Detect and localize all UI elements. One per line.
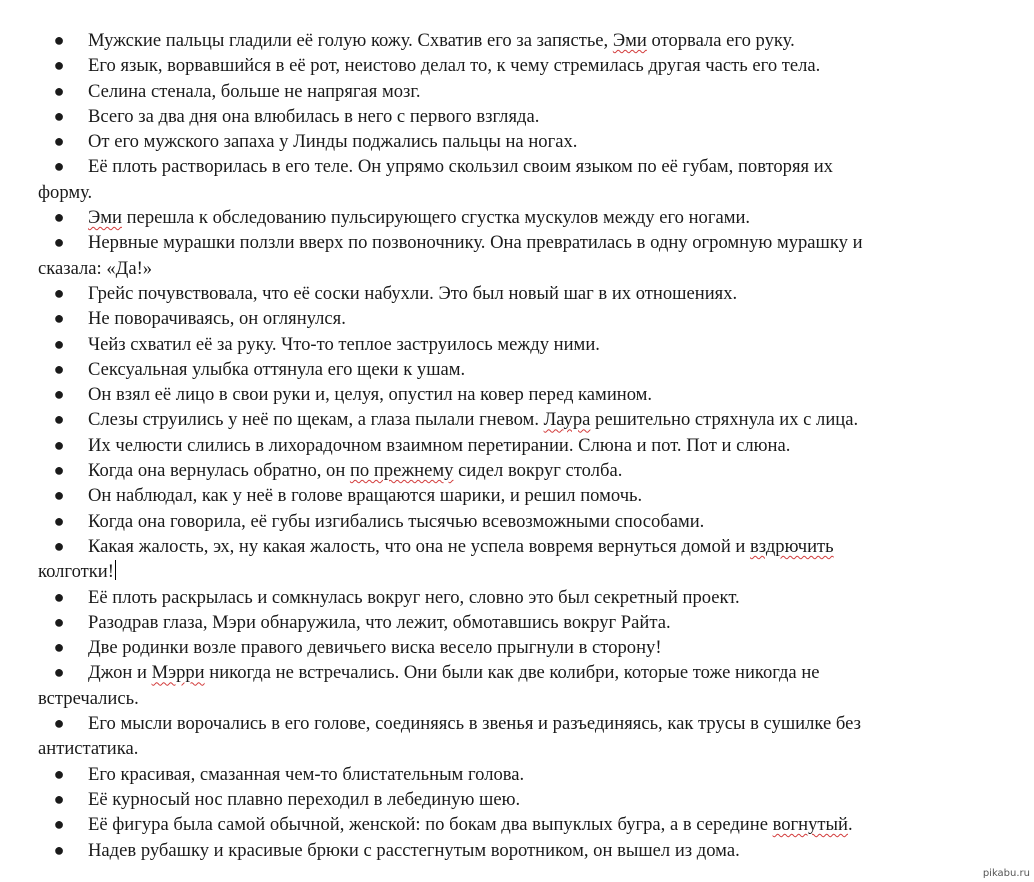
list-item (0, 281, 1034, 306)
bullet-icon: ● (53, 333, 65, 354)
list-item-text (88, 131, 577, 152)
text-segment: Её плоть растворилась в его теле. Он упрямо скользил своим языком по её губам, повторяя их (88, 156, 833, 178)
bullet-icon: ● (53, 788, 65, 809)
text-segment: никогда не встречались. Они были как две колибри, которые тоже никогда не (204, 662, 820, 684)
text-segment: сидел вокруг столба. (453, 460, 623, 482)
continuation-text: форму. (38, 181, 93, 203)
list-item-text (88, 485, 642, 506)
list-item (0, 534, 1034, 585)
text-segment: Сексуальная улыбка оттянула его щеки к ушам. (88, 358, 466, 380)
list-item-continuation (38, 736, 987, 761)
bullet-icon: ● (53, 713, 65, 734)
list-item-text (88, 536, 834, 557)
text-segment: Слезы струились у неё по щекам, а глаза пылали гневом. (88, 409, 544, 431)
document-body (0, 28, 1034, 863)
list-item-text (88, 81, 421, 102)
spellcheck-flagged-word: по прежнему (349, 460, 454, 482)
list-item-text (88, 764, 524, 785)
list-item (0, 205, 1034, 230)
list-item (0, 610, 1034, 635)
watermark: pikabu.ru (982, 868, 1030, 879)
list-item-continuation (38, 686, 987, 711)
spellcheck-flagged-word: Лаура (543, 409, 591, 431)
bullet-icon: ● (53, 763, 65, 784)
text-segment: Селина стенала, больше не напрягая мозг. (88, 80, 421, 102)
list-item-text (88, 637, 662, 658)
list-item-text (88, 384, 652, 405)
text-segment: Их челюсти слились в лихорадочном взаимном перетирании. Слюна и пот. Пот и слюна. (88, 434, 791, 456)
list-item (0, 433, 1034, 458)
bullet-icon: ● (53, 131, 65, 152)
list-item-text (88, 511, 704, 532)
list-item-text (88, 460, 622, 481)
list-item (0, 332, 1034, 357)
bullet-icon: ● (53, 232, 65, 253)
list-item (0, 635, 1034, 660)
text-segment: Какая жалость, эх, ну какая жалость, что она не успела вовремя вернуться домой и (88, 535, 751, 557)
list-item-continuation (38, 559, 987, 584)
spellcheck-flagged-word: Эми (612, 30, 647, 51)
list-item (0, 838, 1034, 863)
continuation-text: встречались. (38, 687, 139, 709)
list-item-text (88, 283, 737, 304)
list-item-text (88, 840, 740, 861)
list-item (0, 306, 1034, 331)
text-segment: Её плоть раскрылась и сомкнулась вокруг него, словно это был секретный проект. (88, 586, 740, 608)
list-item (0, 357, 1034, 382)
spellcheck-flagged-word: Эми (88, 207, 122, 229)
bullet-icon: ● (53, 535, 65, 556)
bullet-icon: ● (53, 384, 65, 405)
list-item-text (88, 814, 853, 835)
bullet-icon: ● (53, 611, 65, 632)
continuation-text: колготки! (38, 561, 114, 583)
list-item (0, 154, 1034, 205)
list-item-text (88, 662, 820, 683)
spellcheck-flagged-word: вогнутый (772, 814, 849, 836)
list-item-text (88, 156, 833, 177)
bullet-icon: ● (53, 308, 65, 329)
list-item (0, 585, 1034, 610)
text-segment: решительно стряхнула их с лица. (590, 409, 859, 431)
list-item-text (88, 55, 820, 76)
bullet-icon: ● (53, 586, 65, 607)
list-item-text (88, 232, 863, 253)
bullet-icon: ● (53, 55, 65, 76)
list-item-text (88, 30, 795, 51)
bullet-icon: ● (53, 358, 65, 379)
text-cursor (115, 560, 117, 580)
list-item (0, 762, 1034, 787)
list-item (0, 53, 1034, 78)
bullet-icon: ● (53, 434, 65, 455)
text-segment: Когда она вернулась обратно, он (88, 460, 350, 482)
bullet-icon: ● (53, 30, 65, 50)
list-item-text (88, 359, 465, 380)
list-item-text (88, 789, 520, 810)
text-segment: Он наблюдал, как у неё в голове вращаются шарики, и решил помочь. (88, 485, 643, 507)
text-segment: Не поворачиваясь, он оглянулся. (88, 308, 346, 330)
list-item-text (88, 308, 346, 329)
spellcheck-flagged-word: Мэрри (151, 662, 205, 684)
list-item (0, 483, 1034, 508)
bullet-icon: ● (53, 460, 65, 481)
text-segment: . (848, 814, 853, 836)
bullet-icon: ● (53, 839, 65, 860)
bullet-icon: ● (53, 156, 65, 177)
list-item-text (88, 612, 671, 633)
list-item-text (88, 106, 539, 127)
text-segment: Всего за два дня она влюбилась в него с первого взгляда. (88, 105, 540, 127)
bullet-icon: ● (53, 662, 65, 683)
text-segment: Он взял её лицо в свои руки и, целуя, опустил на ковер перед камином. (88, 384, 653, 406)
text-segment: Джон и (88, 662, 152, 684)
bullet-icon: ● (53, 105, 65, 126)
text-segment: Её фигура была самой обычной, женской: по бокам два выпуклых бугра, а в середине (88, 814, 773, 836)
text-segment: Чейз схватил её за руку. Что-то теплое заструилось между ними. (88, 333, 600, 355)
text-segment: От его мужского запаха у Линды поджались пальцы на ногах. (88, 131, 578, 153)
text-segment: Его красивая, смазанная чем-то блистательным голова. (88, 763, 525, 785)
list-item (0, 104, 1034, 129)
text-segment: Надев рубашку и красивые брюки с расстегнутым воротником, он вышел из дома. (88, 839, 740, 861)
spellcheck-flagged-word: вздрючить (750, 535, 834, 557)
list-item-text (88, 435, 790, 456)
bullet-icon: ● (53, 282, 65, 303)
bullet-icon: ● (53, 409, 65, 430)
list-item-continuation (38, 180, 987, 205)
list-item (0, 660, 1034, 711)
list-item (0, 230, 1034, 281)
text-segment: Мужские пальцы гладили её голую кожу. Схватив его за запястье, (88, 30, 613, 51)
text-segment: Две родинки возле правого девичьего виска весело прыгнули в сторону! (88, 637, 662, 659)
list-item (0, 509, 1034, 534)
text-segment: Нервные мурашки ползли вверх по позвоночнику. Она превратилась в одну огромную мурашку и (88, 232, 863, 254)
list-item (0, 812, 1034, 837)
bullet-icon: ● (53, 207, 65, 228)
text-segment: Разодрав глаза, Мэри обнаружила, что лежит, обмотавшись вокруг Райта. (88, 611, 671, 633)
text-segment: оторвала его руку. (646, 30, 795, 51)
bullet-icon: ● (53, 80, 65, 101)
list-item-text (88, 334, 600, 355)
text-segment: Её курносый нос плавно переходил в лебединую шею. (88, 788, 521, 810)
text-segment: Грейс почувствовала, что её соски набухли. Это был новый шаг в их отношениях. (88, 282, 738, 304)
list-item (0, 407, 1034, 432)
bullet-icon: ● (53, 637, 65, 658)
text-segment: Когда она говорила, её губы изгибались тысячью всевозможными способами. (88, 510, 705, 532)
bullet-icon: ● (53, 485, 65, 506)
text-segment: Его язык, ворвавшийся в её рот, неистово делал то, к чему стремилась другая часть его тела. (88, 55, 821, 77)
list-item-text (88, 587, 740, 608)
list-item (0, 129, 1034, 154)
continuation-text: антистатика. (38, 738, 139, 760)
list-item (0, 28, 1034, 53)
list-item (0, 787, 1034, 812)
list-item (0, 458, 1034, 483)
text-segment: Его мысли ворочались в его голове, соединяясь в звенья и разъединяясь, как трусы в сушилке без (88, 713, 861, 735)
list-item-text (88, 207, 750, 228)
bullet-icon: ● (53, 510, 65, 531)
list-item (0, 382, 1034, 407)
list-item-text (88, 713, 861, 734)
continuation-text: сказала: «Да!» (38, 257, 153, 279)
list-item (0, 79, 1034, 104)
list-item (0, 711, 1034, 762)
list-item-text (88, 409, 858, 430)
list-item-continuation (38, 256, 987, 281)
bullet-icon: ● (53, 814, 65, 835)
text-segment: перешла к обследованию пульсирующего сгустка мускулов между его ногами. (122, 207, 751, 229)
